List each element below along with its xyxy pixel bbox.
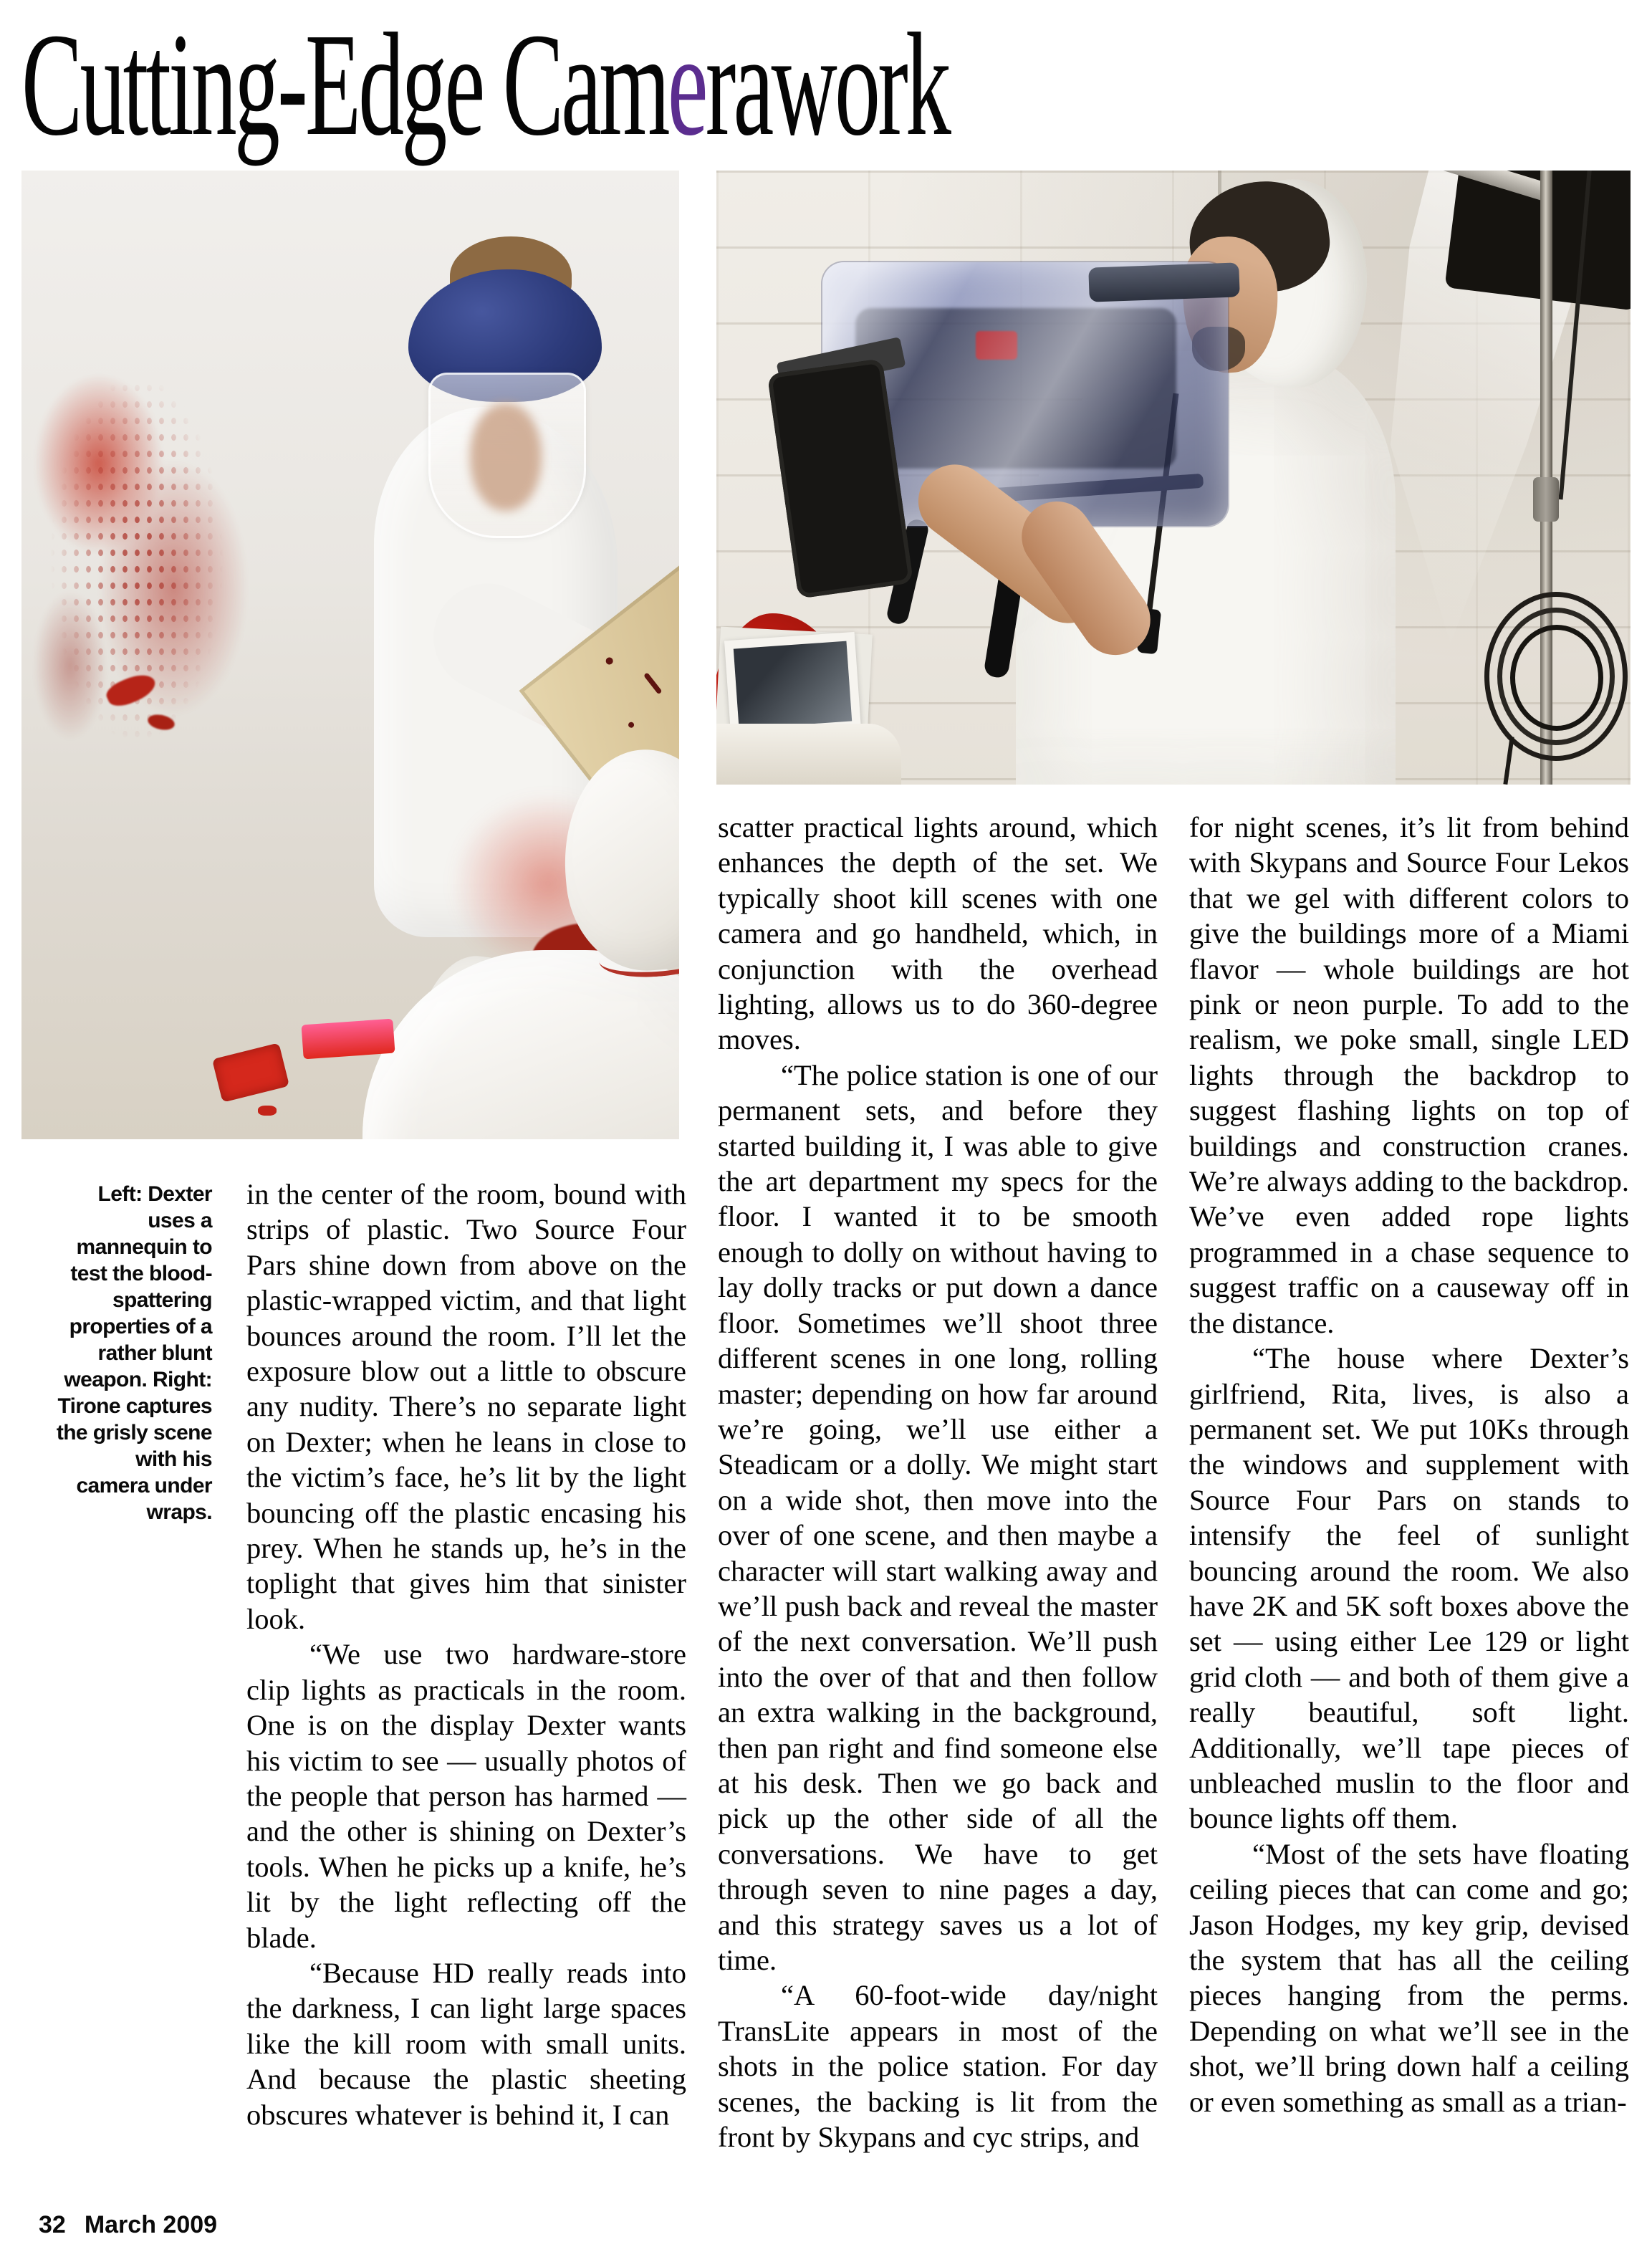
blood-drip (627, 721, 635, 729)
title-text-pre: Cutting-Edge Cam (21, 2, 668, 166)
face-shield (428, 373, 586, 538)
body-column-1 (246, 1177, 686, 2180)
body-paragraph: “Most of the sets have floating ceiling pieces that can come and go; Jason Hodges, my key grip, devised the system that has all the ceiling pieces hanging from the perms. Depending on what we’ll see in the shot, we’ll bring down half a ceiling or even something as small as a trian- (1189, 1837, 1629, 2118)
red-plastic-debris (258, 1106, 277, 1116)
body-paragraph: “Because HD really reads into the darkness, I can light large spaces like the kill room with small units. And because the plastic sheeting obscures whatever is behind it, I can (246, 1956, 686, 2131)
blood-speckles (21, 314, 351, 858)
caption-line: the grisly scene (56, 1421, 212, 1444)
caption-line: rather blunt (97, 1341, 212, 1365)
photo-camera-operator (716, 171, 1631, 785)
caption-line: spattering (112, 1288, 212, 1312)
caption-line: test the blood- (70, 1262, 212, 1285)
body-column-3 (1189, 810, 1629, 2182)
blood-drip (643, 672, 662, 694)
person-face (470, 403, 542, 511)
page-number: 32 (39, 2211, 66, 2238)
title-accent-letter: e (667, 2, 706, 166)
body-paragraph: “The police station is one of our permanent sets, and before they started building it, I was able to give the art department my specs for the floor. I wanted it to be smooth enough to dolly on without having to lay dolly tracks or put down a dance floor. Sometimes we’ll shoot three different scenes in one long, rolling master; depending on how far around we’re going, we’ll use either a Steadicam or a dolly. We might start on a wide shot, then move into the over of one scene, and then maybe a character will start walking away and we’ll push back and reveal the master of the next conversation. We’ll push into the over of that and then follow an extra walking in the background, then pan right and find someone else at his desk. Then we go back and pick up the other side of all the conversations. We have to get through seven to nine pages a day, and this strategy saves us a lot of time. (718, 1058, 1158, 1976)
caption-line: with his (135, 1447, 212, 1471)
body-column-2 (718, 810, 1158, 2182)
body-paragraph: “A 60-foot-wide day/night TransLite appears in most of the shots in the police station. For day scenes, the backing is lit from the front by Skypans and cyc strips, and (718, 1979, 1158, 2154)
caption-line: Tirone captures (57, 1394, 212, 1418)
c-stand-knuckle (1533, 477, 1559, 522)
cable-coil (1510, 625, 1603, 731)
caption-line: camera under (76, 1474, 212, 1498)
caption-line: uses a (148, 1209, 212, 1232)
body-paragraph: in the center of the room, bound with strips of plastic. Two Source Four Pars shine down from above on the plastic-wrapped victim, and that light bounces around the room. I’ll let the exposure blow out a little to obscure any nudity. There’s no separate light on Dexter; when he leans in close to the victim’s face, he’s lit by the light bouncing off the plastic encasing his prey. When he stands up, he’s in the toplight that gives him that sinister look. (246, 1178, 686, 1635)
caption-line: mannequin to (76, 1235, 212, 1259)
camera-top-handle (1088, 262, 1240, 302)
page-title (21, 2, 1517, 166)
blood-drip (605, 656, 615, 666)
page-footer (39, 2211, 217, 2239)
body-paragraph: “We use two hardware-store clip lights as practicals in the room. One is on the display Dexter wants his victim to see — usually photos of the people that person has harmed — and the other is shining on Dexter’s tools. When he picks up a knife, he’s lit by the light reflecting off the blade. (246, 1638, 686, 1954)
caption-line: properties of a (69, 1315, 212, 1338)
photo-blood-spatter-test (21, 171, 679, 1139)
photo-caption (26, 1181, 212, 1525)
pink-plastic-debris (301, 1019, 395, 1060)
photo-print-image (734, 641, 852, 729)
caption-line: wraps. (146, 1500, 212, 1524)
issue-date: March 2009 (84, 2211, 218, 2238)
caption-line: Left: Dexter (97, 1182, 212, 1206)
body-paragraph: scatter practical lights around, which enhances the depth of the set. We typically shoot kill scenes with one camera and go handheld, which, in conjunction with the overhead lighting, allows us to do 360-degree moves. (718, 811, 1158, 1056)
white-ledge (716, 724, 901, 785)
body-paragraph: for night scenes, it’s lit from behind with Skypans and Source Four Lekos that we gel with different colors to give the buildings more of a Miami flavor — whole buildings are hot pink or neon purple. To add to the realism, we poke small, single LED lights through the backdrop to suggest flashing lights on top of buildings and construction cranes. We’re always adding to the backdrop. We’ve even added rope lights programmed in a chase sequence to suggest traffic on a causeway off in the distance. (1189, 811, 1629, 1339)
body-paragraph: “The house where Dexter’s girlfriend, Rita, lives, is also a permanent set. We put 10Ks through the windows and supplement with Source Four Pars on stands to intensify the feel of sunlight bouncing around the room. We also have 2K and 5K soft boxes above the set — using either Lee 129 or light grid cloth — and both of them give a really beautiful, soft light. Additionally, we’ll tape pieces of unbleached muslin to the floor and bounce lights off them. (1189, 1342, 1629, 1835)
title-text-post: rawork (705, 2, 949, 166)
caption-line: weapon. Right: (64, 1368, 212, 1391)
